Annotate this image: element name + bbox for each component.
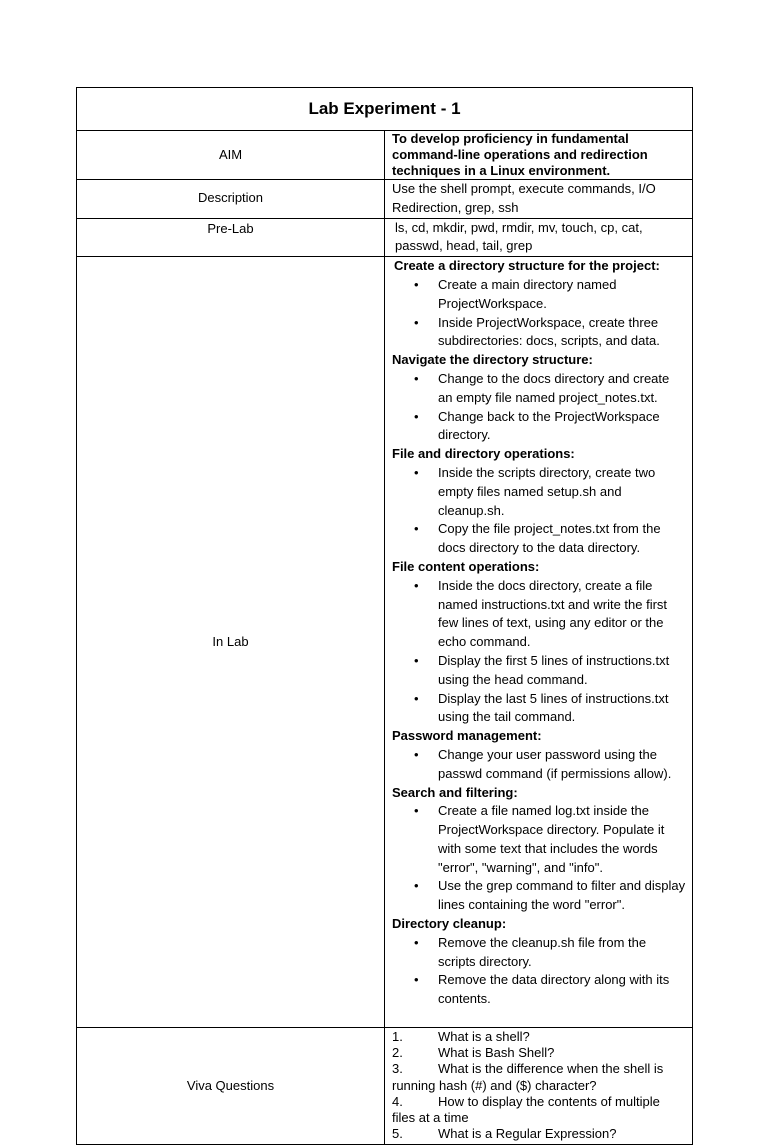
bullet-icon: • (414, 370, 419, 386)
bullet-icon: • (414, 276, 419, 292)
section-heading: Directory cleanup: (392, 916, 507, 932)
step-text: Use the grep command to filter and display lines containing the word "error". (438, 878, 686, 913)
question-number: 3. (392, 1061, 403, 1077)
bullet-icon: • (414, 577, 419, 593)
step-list (392, 370, 686, 445)
inlab-section (392, 727, 686, 783)
question-text: What is the difference when the shell is running hash (#) and ($) character? (392, 1061, 664, 1093)
step-text: Remove the data directory along with its contents. (438, 972, 670, 1007)
question-number: 2. (392, 1045, 403, 1061)
list-item (392, 276, 686, 314)
step-text: Inside the scripts directory, create two empty files named setup.sh and cleanup.sh. (438, 464, 656, 518)
inlab-section (392, 915, 686, 1009)
description-text: Use the shell prompt, execute commands, I/O Redirection, grep, ssh (385, 180, 693, 219)
inlab-section (392, 445, 686, 558)
inlab-section (392, 784, 686, 916)
prelab-text: ls, cd, mkdir, pwd, rmdir, mv, touch, cp, cat, passwd, head, tail, grep (385, 218, 693, 257)
list-item (392, 652, 686, 690)
bullet-icon: • (414, 690, 419, 706)
list-item (392, 314, 686, 352)
inlab-row (77, 257, 693, 1028)
bullet-icon: • (414, 972, 419, 988)
step-text: Create a file named log.txt inside the ProjectWorkspace directory. Populate it with some text that includes the words "error", "warning", and "info". (438, 803, 665, 875)
inlab-section (392, 558, 686, 727)
prelab-row (77, 218, 693, 257)
bullet-icon: • (414, 878, 419, 894)
question-text: How to display the contents of multiple files at a time (392, 1093, 660, 1126)
list-item (392, 802, 686, 877)
step-list (392, 276, 686, 351)
question-number: 4. (392, 1093, 403, 1109)
document-title: Lab Experiment - 1 (77, 88, 693, 131)
step-text: Display the last 5 lines of instructions.txt using the tail command. (438, 690, 669, 725)
step-list (392, 934, 686, 1009)
list-item (392, 577, 686, 652)
prelab-label: Pre-Lab (77, 218, 385, 257)
lab-document (76, 87, 693, 1145)
list-item (392, 408, 686, 446)
step-list (392, 802, 686, 915)
bullet-icon: • (414, 934, 419, 950)
inlab-content (385, 257, 693, 1028)
inlab-section (392, 351, 686, 445)
viva-content (385, 1028, 693, 1145)
step-text: Inside the docs directory, create a file named instructions.txt and write the first few lines of text, using any editor or the echo command. (438, 577, 668, 650)
bullet-icon: • (414, 314, 419, 330)
section-heading: Search and filtering: (392, 784, 518, 800)
step-text: Change to the docs directory and create an empty file named project_notes.txt. (438, 370, 670, 405)
list-item (392, 746, 686, 784)
aim-label: AIM (77, 131, 385, 180)
description-label: Description (77, 180, 385, 219)
list-item (392, 690, 686, 728)
bullet-icon: • (414, 652, 419, 668)
bullet-icon: • (414, 746, 419, 762)
list-item (392, 1061, 686, 1093)
step-text: Remove the cleanup.sh file from the scripts directory. (438, 934, 647, 969)
inlab-label: In Lab (77, 257, 385, 1028)
section-heading: Navigate the directory structure: (392, 352, 593, 368)
step-text: Change your user password using the passwd command (if permissions allow). (438, 746, 672, 781)
bullet-icon: • (414, 464, 419, 480)
list-item (392, 370, 686, 408)
list-item (392, 934, 686, 972)
step-text: Change back to the ProjectWorkspace directory. (438, 408, 660, 443)
description-row (77, 180, 693, 219)
section-heading: Password management: (392, 728, 542, 744)
lab-table (76, 87, 693, 1145)
step-list (392, 746, 686, 784)
step-list (392, 577, 686, 727)
viva-label: Viva Questions (77, 1028, 385, 1145)
question-number: 5. (392, 1126, 403, 1142)
list-item (392, 877, 686, 915)
step-list (392, 464, 686, 558)
inlab-section (392, 257, 686, 351)
section-heading: File and directory operations: (392, 446, 575, 462)
list-item (392, 1126, 686, 1142)
bullet-icon: • (414, 803, 419, 819)
list-item (392, 971, 686, 1009)
question-number: 1. (392, 1029, 403, 1045)
question-text: What is a Regular Expression? (438, 1126, 617, 1142)
step-text: Create a main directory named ProjectWorkspace. (438, 276, 617, 311)
list-item (392, 464, 686, 520)
step-text: Display the first 5 lines of instructions.txt using the head command. (438, 652, 670, 687)
viva-row (77, 1028, 693, 1145)
list-item (392, 1094, 686, 1126)
list-item (392, 520, 686, 558)
question-text: What is a shell? (438, 1029, 530, 1045)
aim-text: To develop proficiency in fundamental command-line operations and redirection techniques in a Linux environment. (385, 131, 693, 180)
title-row (77, 88, 693, 131)
list-item (392, 1029, 686, 1045)
step-text: Inside ProjectWorkspace, create three subdirectories: docs, scripts, and data. (438, 314, 660, 349)
bullet-icon: • (414, 408, 419, 424)
aim-row (77, 131, 693, 180)
list-item (392, 1045, 686, 1061)
question-text: What is Bash Shell? (438, 1045, 555, 1061)
bullet-icon: • (414, 521, 419, 537)
section-heading: File content operations: (392, 558, 540, 574)
section-heading: Create a directory structure for the project: (394, 258, 660, 274)
step-text: Copy the file project_notes.txt from the docs directory to the data directory. (438, 521, 661, 556)
